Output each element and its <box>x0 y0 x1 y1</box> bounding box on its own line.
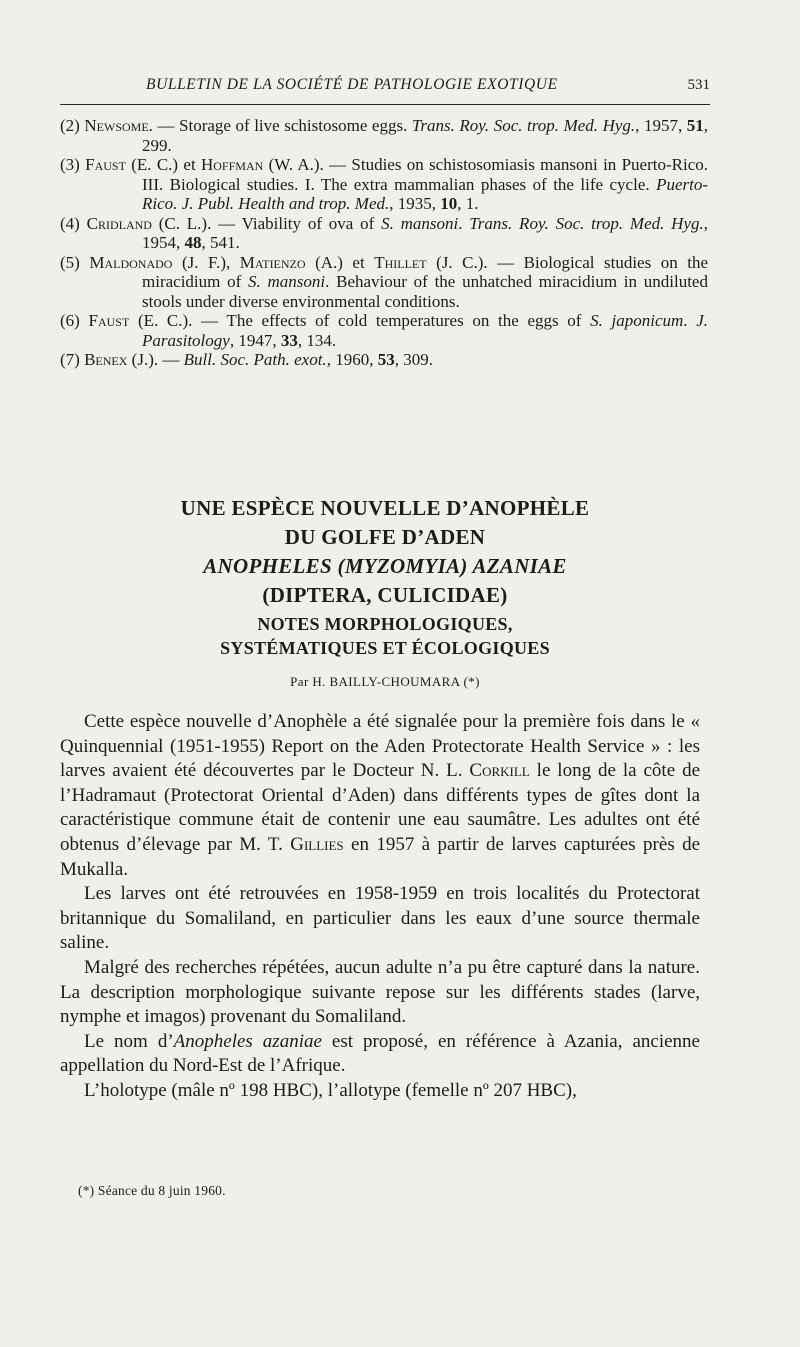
paragraph-1: Cette espèce nouvelle d’Anophèle a été signalée pour la première fois dans le « Quinquennial (1951-1955) Report on the Aden Protectorate Health Service » : les larves avaient été découvertes par le Docteur N. L. Corkill le long de la côte de l’Hadramaut (Protectorat Oriental d’Aden) dans différents types de gîtes dont la caractéristique commune était de contenir une eau saumâtre. Les adultes ont été obtenus d’élevage par M. T. Gillies en 1957 à partir de larves capturées près de Mukalla. <box>60 711 701 880</box>
reference-3: (3) Faust (E. C.) et Hoffman (W. A.). — Studies on schistosomiasis mansoni in Puerto-Rico. III. Biological studies. I. The extra mammalian phases of the life cycle. Puerto-Rico. J. Publ. Health and trop. Med., 1935, 10, 1. <box>60 155 708 213</box>
article-title-line-1: UNE ESPÈCE NOUVELLE D’ANOPHÈLE <box>180 496 590 520</box>
paragraph-4: Le nom d’Anopheles azaniae est proposé, en référence à Azania, ancienne appellation du Nord-Est de l’Afrique. <box>60 1030 700 1077</box>
reference-5: (5) Maldonado (J. F.), Matienzo (A.) et Thillet (J. C.). — Biological studies on the miracidium of S. mansoni. Behaviour of the unhatched miracidium in undiluted stools under diverse environmental conditions. <box>60 252 709 311</box>
author-byline: Par H. BAILLY-CHOUMARA (*) <box>290 674 480 689</box>
reference-6: (6) Faust (E. C.). — The effects of cold temperatures on the eggs of S. japonicum. J. Parasitology, 1947, 33, 134. <box>60 311 709 350</box>
article-title-block <box>60 494 710 690</box>
article-subtitle-line-1: NOTES MORPHOLOGIQUES, <box>257 614 513 634</box>
page-number: 531 <box>687 77 710 93</box>
reference-list <box>60 116 708 370</box>
article-body <box>60 710 700 1104</box>
journal-running-title: BULLETIN DE LA SOCIÉTÉ DE PATHOLOGIE EXOTIQUE <box>146 76 558 93</box>
article-species-title: ANOPHELES (MYZOMYIA) AZANIAE <box>203 554 567 578</box>
reference-4: (4) Cridland (C. L.). — Viability of ova of S. mansoni. Trans. Roy. Soc. trop. Med. Hyg., 1954, 48, 541. <box>60 213 708 252</box>
reference-2: (2) Newsome. — Storage of live schistosome eggs. Trans. Roy. Soc. trop. Med. Hyg., 1957, 51, 299. <box>60 116 709 155</box>
header-rule <box>60 104 710 105</box>
reference-7: (7) Benex (J.). — Bull. Soc. Path. exot., 1960, 53, 309. <box>60 350 433 369</box>
article-title-line-2: DU GOLFE D’ADEN <box>284 525 486 549</box>
article-taxon-title: (DIPTERA, CULICIDAE) <box>262 583 508 607</box>
footnote: (*) Séance du 8 juin 1960. <box>78 1183 226 1198</box>
running-head <box>60 76 710 100</box>
paragraph-5: L’holotype (mâle nº 198 HBC), l’allotype (femelle nº 207 HBC), <box>84 1079 577 1101</box>
article-subtitle-line-2: SYSTÉMATIQUES ET ÉCOLOGIQUES <box>220 638 550 658</box>
paragraph-2: Les larves ont été retrouvées en 1958-1959 en trois localités du Protectorat britannique du Somaliland, en particulier dans les eaux d’une source thermale saline. <box>60 883 700 954</box>
paragraph-3: Malgré des recherches répétées, aucun adulte n’a pu être capturé dans la nature. La description morphologique suivante repose sur les différents stades (larve, nymphe et imagos) provenant du Somaliland. <box>60 956 700 1028</box>
